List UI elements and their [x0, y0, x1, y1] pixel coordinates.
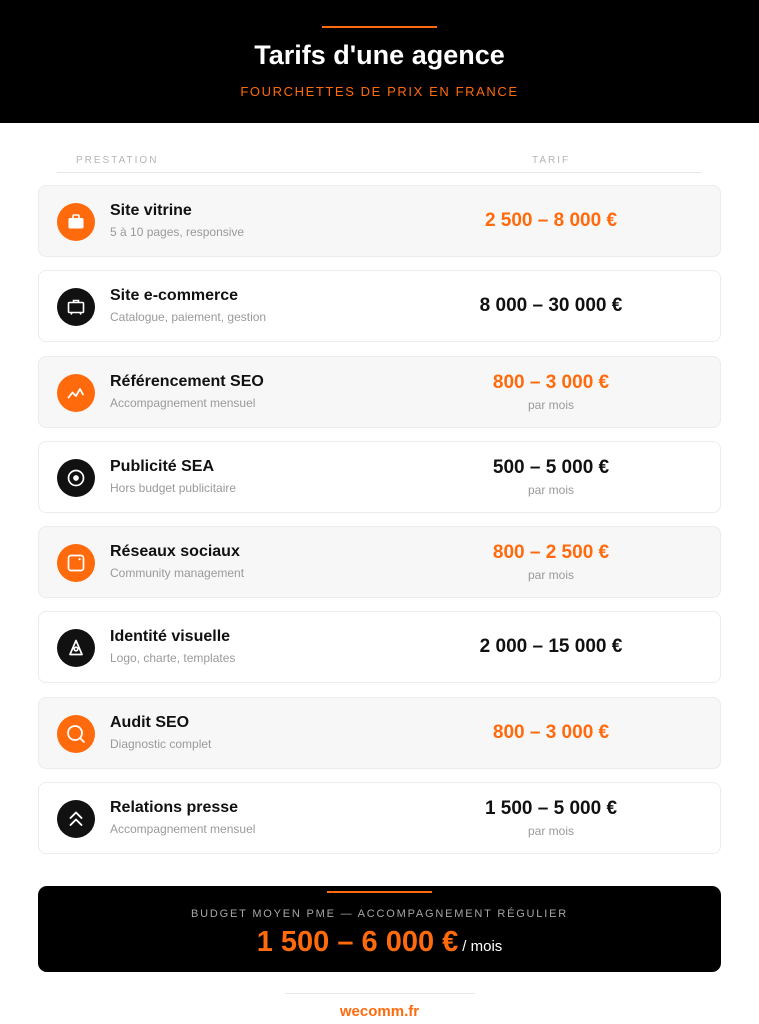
price-cell	[421, 612, 681, 682]
price-unit: par mois	[527, 824, 574, 839]
price-cell	[421, 783, 681, 853]
column-header-price: TARIF	[532, 155, 571, 166]
price-range: 800 – 2 500 €	[492, 542, 610, 564]
pricing-row	[38, 697, 721, 769]
service-description: Catalogue, paiement, gestion	[110, 310, 267, 325]
service-description: Diagnostic complet	[110, 736, 212, 751]
service-name: Site e-commerce	[110, 287, 239, 305]
budget-value	[38, 926, 721, 959]
budget-accent-line	[327, 891, 432, 893]
magnifier-icon	[57, 715, 95, 753]
price-cell	[421, 442, 681, 512]
page-title: Tarifs d'une agence	[254, 40, 505, 70]
budget-label: BUDGET MOYEN PME — ACCOMPAGNEMENT RÉGULIER	[191, 908, 568, 920]
page-subtitle: FOURCHETTES DE PRIX EN FRANCE	[240, 84, 519, 99]
price-cell	[421, 698, 681, 768]
shopping-cart-icon	[57, 288, 95, 326]
price-range: 500 – 5 000 €	[492, 456, 610, 478]
price-range: 2 000 – 15 000 €	[479, 636, 623, 658]
footer-divider	[285, 993, 475, 994]
service-description: 5 à 10 pages, responsive	[110, 225, 245, 239]
price-cell	[421, 527, 681, 597]
service-name: Identité visuelle	[110, 628, 231, 646]
pricing-row	[38, 441, 721, 513]
pricing-row	[38, 270, 721, 342]
briefcase-icon	[57, 203, 95, 241]
price-range: 800 – 3 000 €	[492, 721, 610, 743]
price-range: 800 – 3 000 €	[492, 371, 610, 393]
social-square-icon	[57, 544, 95, 582]
price-cell	[421, 357, 681, 427]
service-name: Référencement SEO	[110, 372, 264, 390]
price-range: 2 500 – 8 000 €	[484, 210, 618, 231]
budget-price: 1 500 – 6 000 €	[256, 926, 459, 958]
pricing-row	[38, 611, 721, 683]
service-description: Community management	[110, 566, 245, 581]
header-accent-line	[322, 26, 437, 28]
footer-site-link[interactable]: wecomm.fr	[339, 1003, 420, 1020]
header	[0, 0, 759, 123]
service-description: Accompagnement mensuel	[110, 822, 256, 837]
pricing-row	[38, 185, 721, 257]
target-icon	[57, 459, 95, 497]
service-name: Publicité SEA	[110, 457, 215, 475]
column-header-service: PRESTATION	[76, 155, 159, 166]
service-description: Logo, charte, templates	[110, 651, 236, 666]
price-cell	[421, 186, 681, 256]
price-unit: par mois	[527, 568, 574, 583]
service-description: Accompagnement mensuel	[110, 395, 256, 410]
trend-chart-icon	[57, 374, 95, 412]
service-name: Audit SEO	[110, 713, 190, 731]
service-name: Relations presse	[110, 799, 239, 817]
pricing-row	[38, 782, 721, 854]
budget-banner	[38, 886, 721, 972]
price-unit: par mois	[527, 482, 574, 497]
pricing-row	[38, 526, 721, 598]
service-name: Site vitrine	[110, 202, 192, 219]
pricing-list	[38, 185, 721, 867]
service-name: Réseaux sociaux	[110, 543, 240, 561]
double-chevron-icon	[57, 800, 95, 838]
column-divider	[57, 172, 702, 173]
price-range: 1 500 – 5 000 €	[484, 798, 618, 820]
budget-period: / mois	[462, 938, 503, 955]
price-unit: par mois	[527, 397, 574, 412]
price-cell	[421, 271, 681, 341]
pen-nib-icon	[57, 629, 95, 667]
pricing-row	[38, 356, 721, 428]
price-range: 8 000 – 30 000 €	[479, 295, 623, 317]
service-description: Hors budget publicitaire	[110, 480, 237, 495]
